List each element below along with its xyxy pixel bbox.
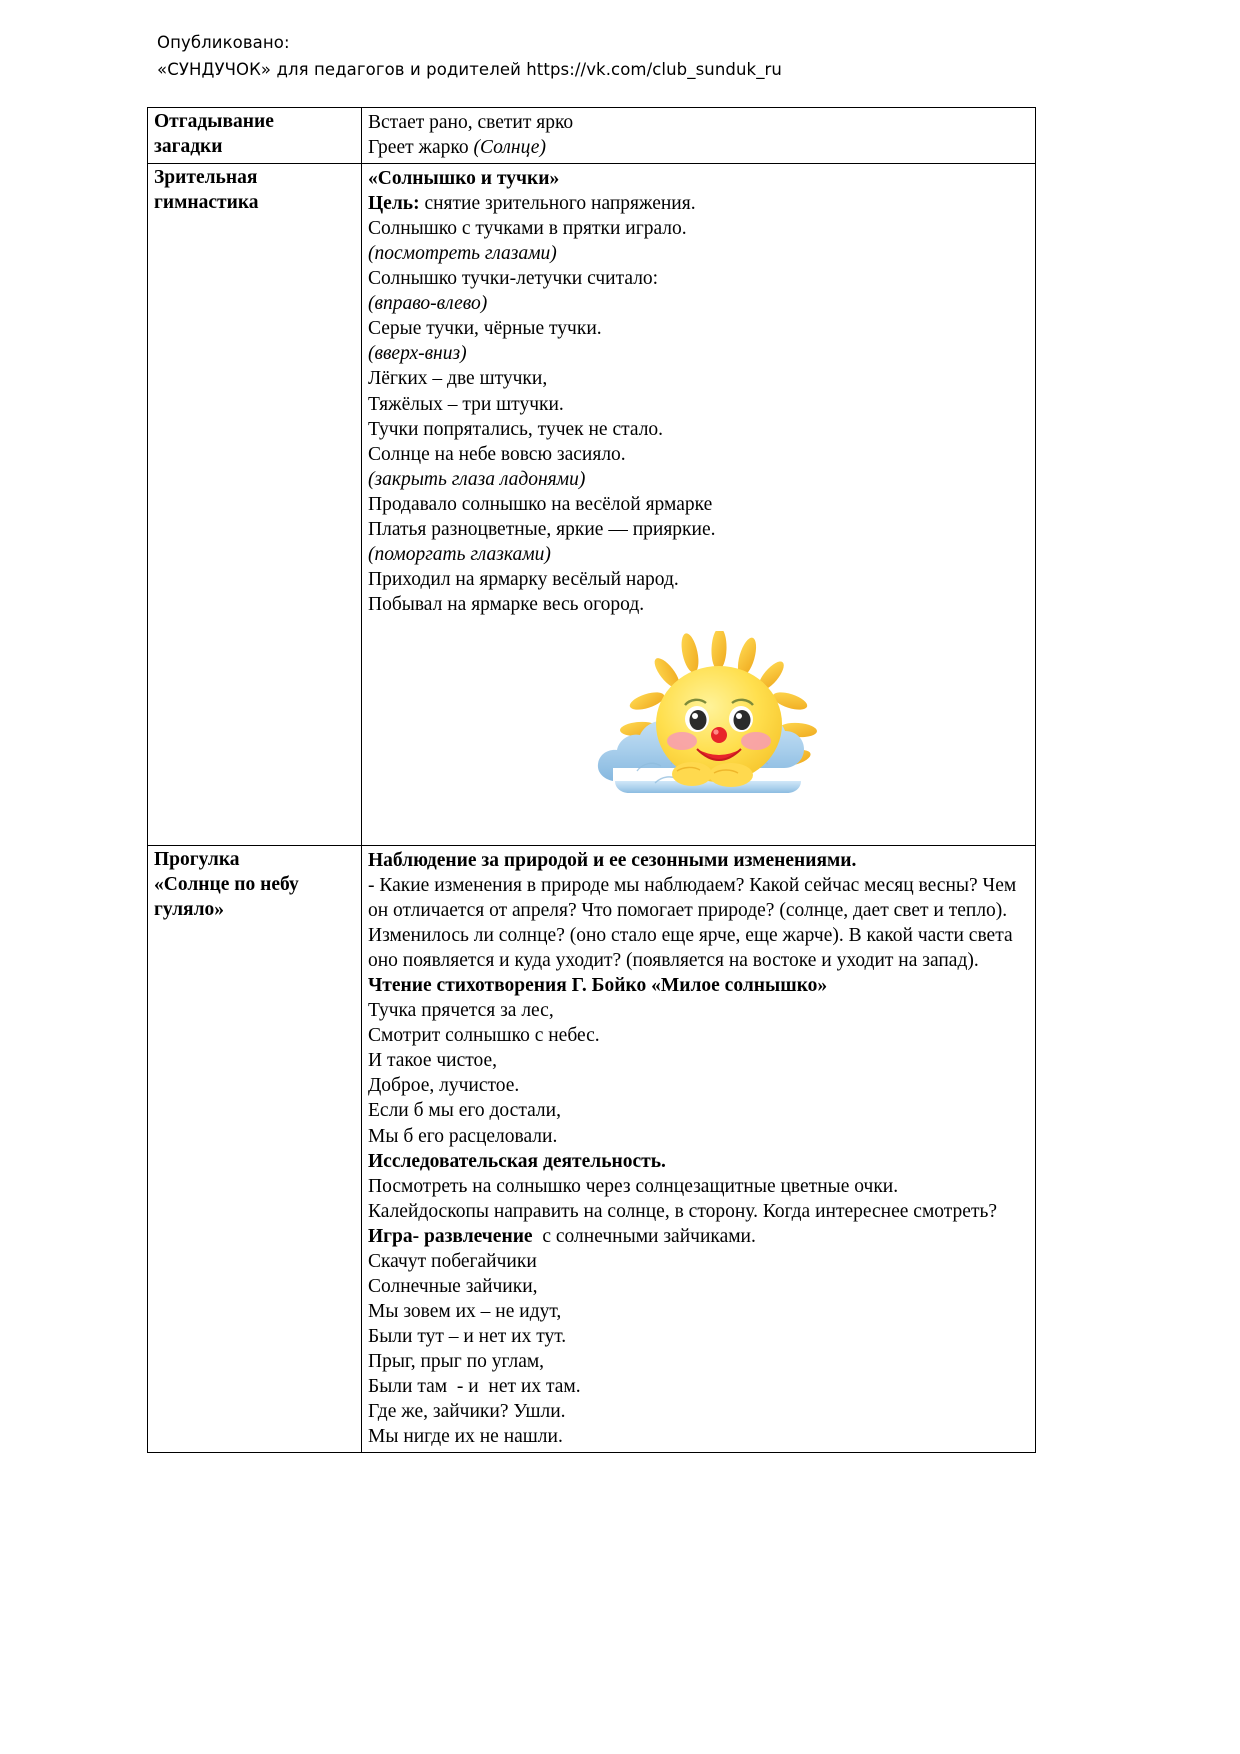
nature-observation-paragraph: - Какие изменения в природе мы наблюдаем? Какой сейчас месяц весны? Чем он отличается от апреля? Что помогает природе? (солнце, дает свет и тепло). Изменилось ли солнце? (оно стало еще ярче, еще жарче). В какой части света оно появляется и куда уходит? (появляется на востоке и уходит на запад).	[368, 875, 1017, 972]
row-label-walk: Прогулка «Солнце по небу гуляло»	[148, 845, 362, 1452]
published-label: Опубликовано:	[157, 33, 290, 52]
publication-header	[157, 30, 782, 83]
sun-on-cloud-illustration	[368, 631, 1030, 838]
activity-plan-table	[147, 107, 1036, 1453]
table-row	[148, 845, 1036, 1452]
publication-source: «СУНДУЧОК» для педагогов и родителей https://vk.com/club_sunduk_ru	[157, 59, 782, 79]
riddle-answer-line: Греет жарко (Солнце)	[368, 137, 546, 159]
row-content-eye-gymnastics: «Солнышко и тучки» Цель: снятие зрительного напряжения. Солнышко с тучками в прятки играло. (посмотреть глазами) Солнышко тучки-летучки считало: (вправо-влево) Серые тучки, чёрные тучки. (вверх-вниз) Лёгких – две штучки, Тяжёлых – три штучки. Тучки попрятались, тучек не стало. Солнце на небе вовсю засияло. (закрыть глаза ладонями) Продавало солнышко на весёлой ярмарке Платья разноцветные, яркие — прияркие. (поморгать глазками) Приходил на ярмарку весёлый народ. Побывал на ярмарке весь огород.	[362, 164, 1036, 846]
table-row	[148, 108, 1036, 164]
table-body	[148, 108, 1036, 1453]
sun-nose	[711, 727, 727, 743]
goal-line: Цель: снятие зрительного напряжения.	[368, 193, 696, 215]
row-label-eye-gymnastics: Зрительная гимнастика	[148, 164, 362, 846]
row-label-riddle: Отгадывание загадки	[148, 108, 362, 164]
kaleidoscope-paragraph: Калейдоскопы направить на солнце, в сторону. Когда интереснее смотреть?	[368, 1200, 998, 1222]
sun-face	[656, 666, 782, 787]
sun-cloud-svg	[559, 631, 849, 831]
table-row	[148, 164, 1036, 846]
row-content-walk: Наблюдение за природой и ее сезонными изменениями. - Какие изменения в природе мы наблюдаем? Какой сейчас месяц весны? Чем он отличается от апреля? Что помогает природе? (солнце, дает свет и тепло). Изменилось ли солнце? (оно стало еще ярче, еще жарче). В какой части света оно появляется и куда уходит? (появляется на востоке и уходит на запад). Чтение стихотворения Г. Бойко «Милое солнышко» Тучка прячется за лес, Смотрит солнышко с небес. И такое чистое, Доброе, лучистое. Если б мы его достали, Мы б его расцеловали. Исследовательская деятельность. Посмотреть на солнышко через солнцезащитные цветные очки. Калейдоскопы направить на солнце, в сторону. Когда интереснее смотреть? Игра- развлечение с солнечными зайчиками. Скачут побегайчики Солнечные зайчики, Мы зовем их – не идут, Были тут – и нет их тут. Прыг, прыг по углам, Были там - и нет их там. Где же, зайчики? Ушли. Мы нигде их не нашли.	[362, 845, 1036, 1452]
row-content-riddle: Встает рано, светит ярко Греет жарко (Солнце)	[362, 108, 1036, 164]
game-entertainment-line: Игра- развлечение с солнечными зайчиками.	[368, 1225, 756, 1247]
